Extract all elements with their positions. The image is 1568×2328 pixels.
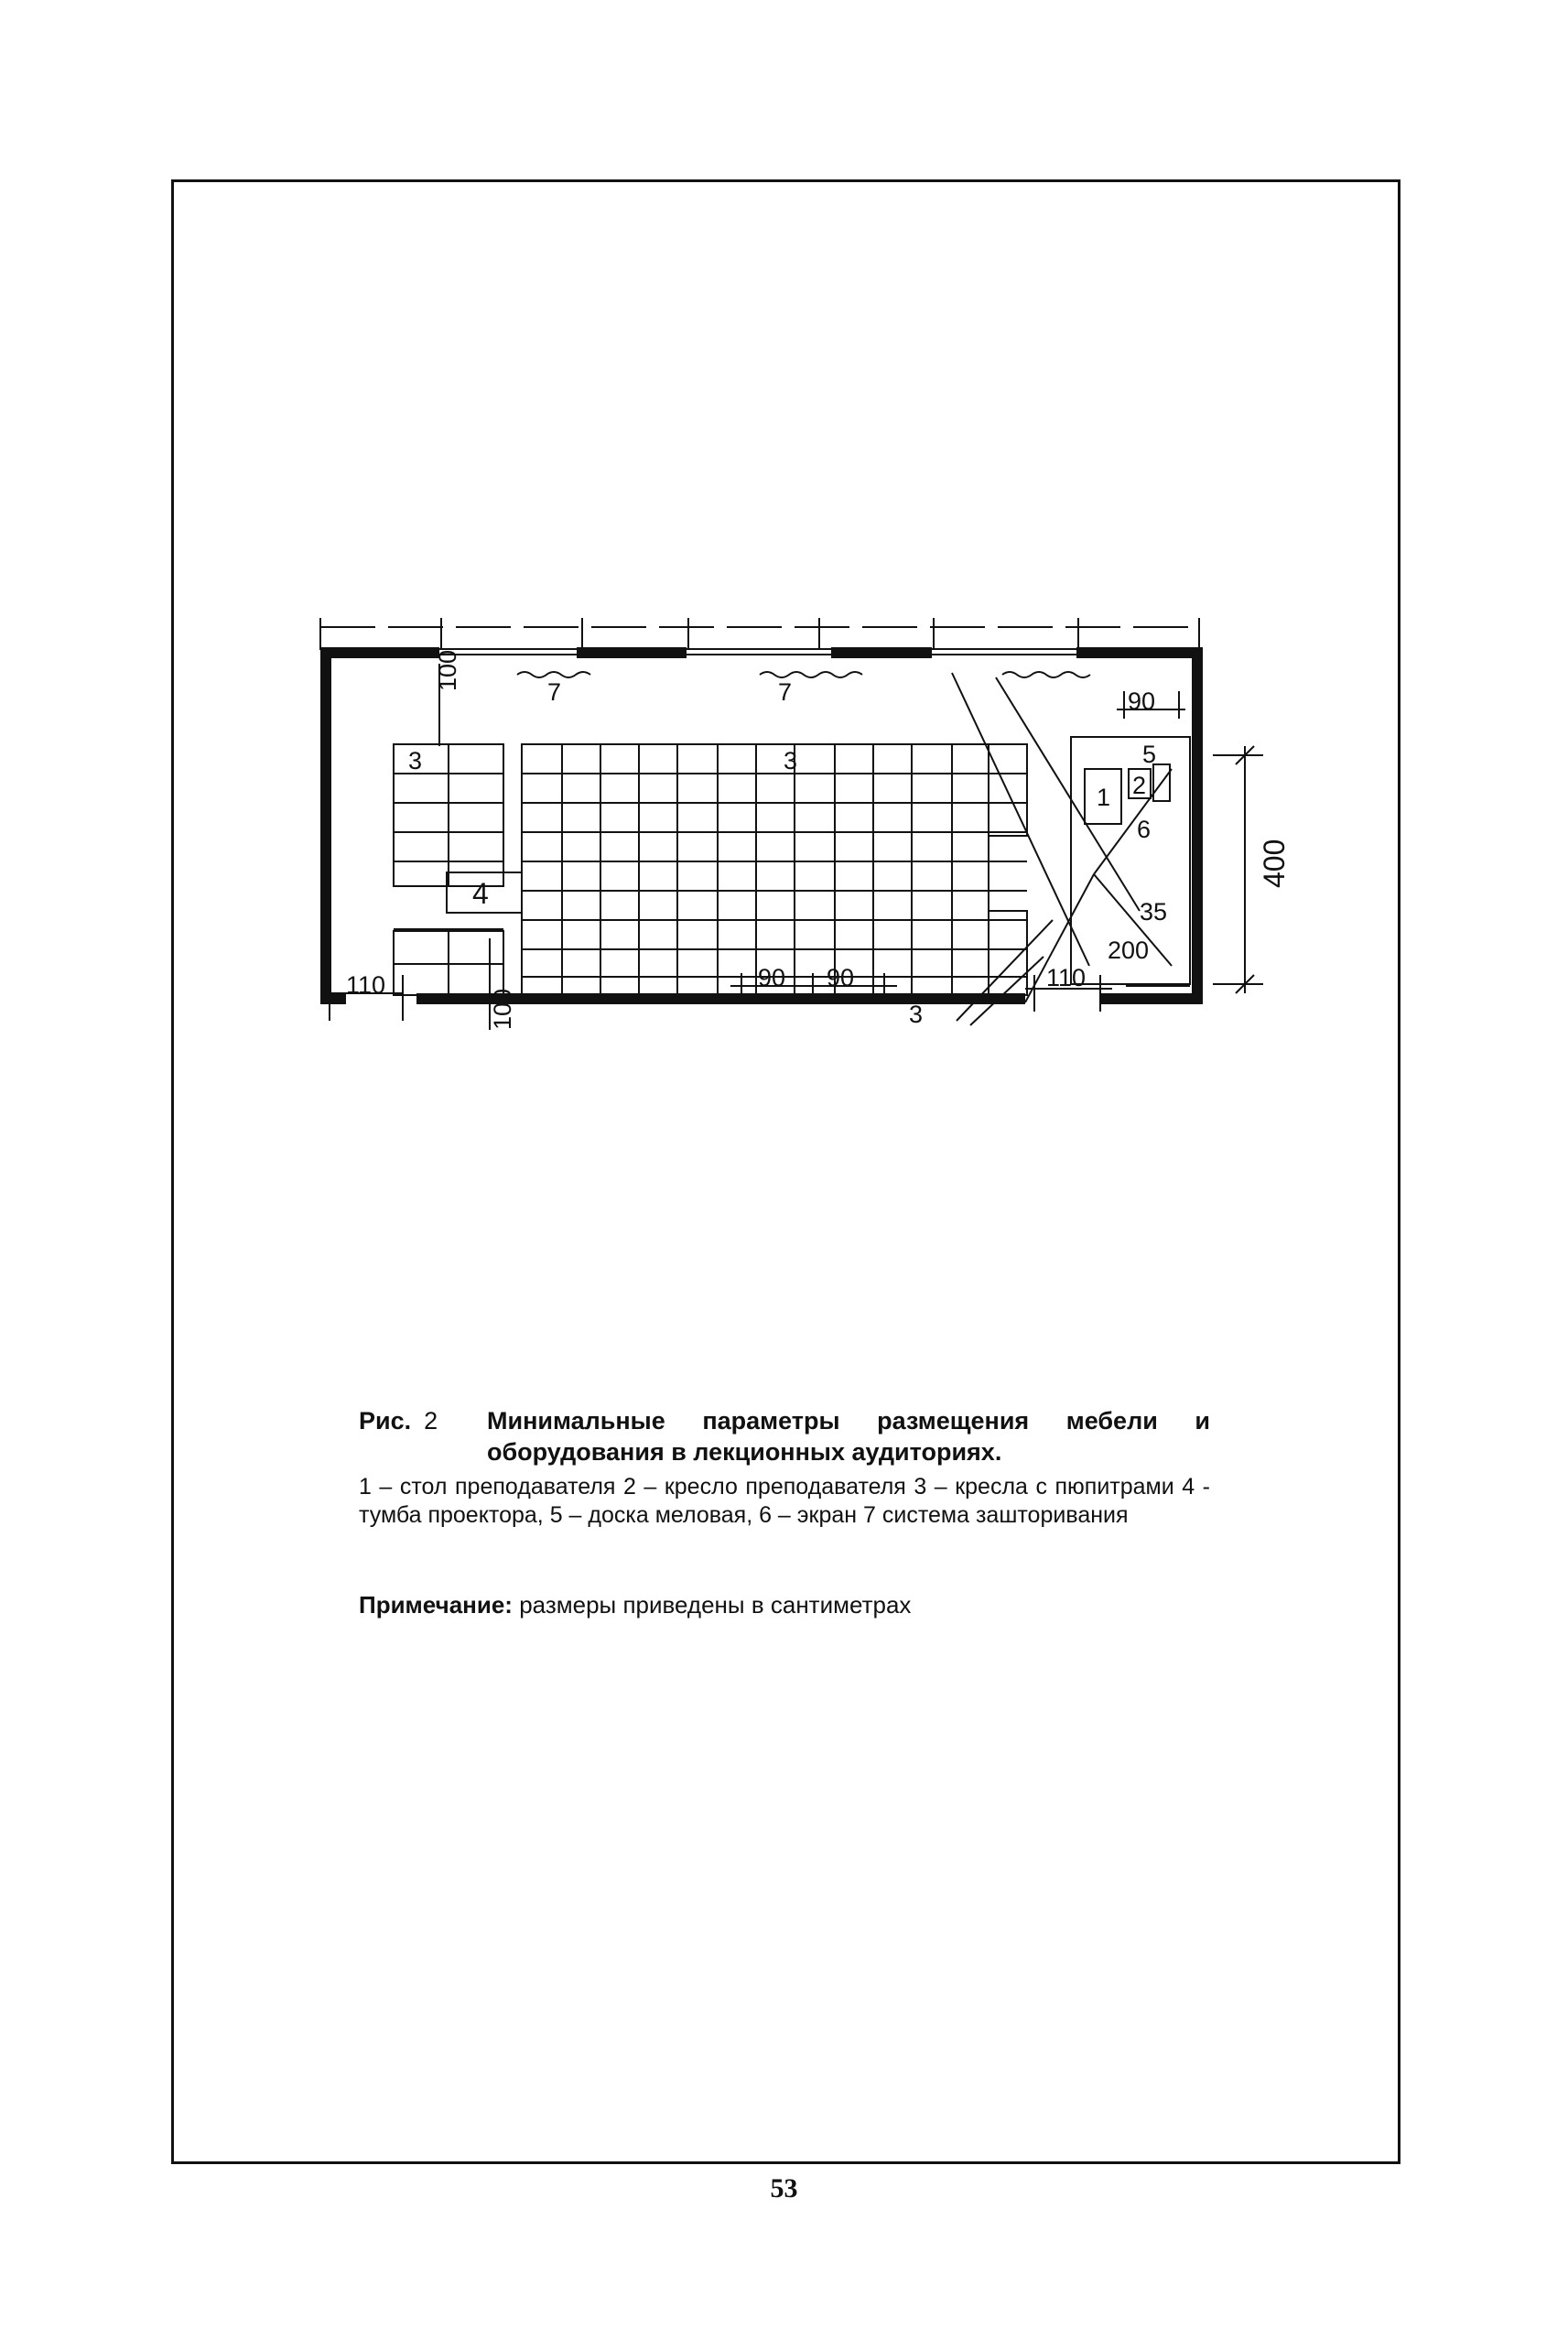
figure-legend: 1 – стол преподавателя 2 – кресло преподавателя 3 – кресла с пюпитрами 4 - тумба проектора, 5 – доска меловая, 6 – экран 7 система зашторивания bbox=[359, 1474, 1210, 1528]
dim-200: 200 bbox=[1108, 937, 1150, 964]
dim-90-top: 90 bbox=[1128, 688, 1156, 715]
figure-prefix: Рис. bbox=[359, 1407, 412, 1435]
mark-7-a: 7 bbox=[547, 678, 562, 706]
figure-number: 2 bbox=[424, 1407, 438, 1435]
dim-110-left: 110 bbox=[346, 971, 386, 999]
mark-7-b: 7 bbox=[778, 678, 793, 706]
note-text: размеры приведены в сантиметрах bbox=[512, 1591, 912, 1619]
figure-title: Минимальные параметры размещения мебели и оборудования в лекционных аудиториях. bbox=[487, 1407, 1210, 1466]
dim-110-right: 110 bbox=[1046, 964, 1087, 991]
page-frame bbox=[171, 179, 1400, 2164]
mark-3-middle: 3 bbox=[784, 747, 798, 774]
dim-90-a: 90 bbox=[758, 964, 786, 991]
dim-100-top: 100 bbox=[434, 649, 461, 691]
mark-3-left: 3 bbox=[408, 747, 423, 774]
page-number: 53 bbox=[770, 2173, 798, 2203]
dim-100-bottom: 100 bbox=[489, 988, 516, 1030]
figure-label bbox=[359, 1405, 487, 1467]
floor-plan-drawing bbox=[311, 609, 1309, 1131]
figure-caption bbox=[359, 1405, 1210, 1530]
dim-35: 35 bbox=[1140, 898, 1168, 926]
mark-6: 6 bbox=[1137, 816, 1152, 843]
note-label: Примечание: bbox=[359, 1591, 513, 1619]
mark-2: 2 bbox=[1132, 772, 1147, 799]
dim-400: 400 bbox=[1258, 839, 1291, 888]
auditorium-floor-plan bbox=[311, 609, 1309, 1131]
mark-3-bottom: 3 bbox=[909, 1001, 924, 1028]
mark-4: 4 bbox=[472, 877, 489, 910]
dim-90-b: 90 bbox=[827, 964, 855, 991]
mark-1: 1 bbox=[1097, 784, 1111, 811]
note bbox=[359, 1591, 911, 1619]
mark-5: 5 bbox=[1142, 741, 1157, 768]
